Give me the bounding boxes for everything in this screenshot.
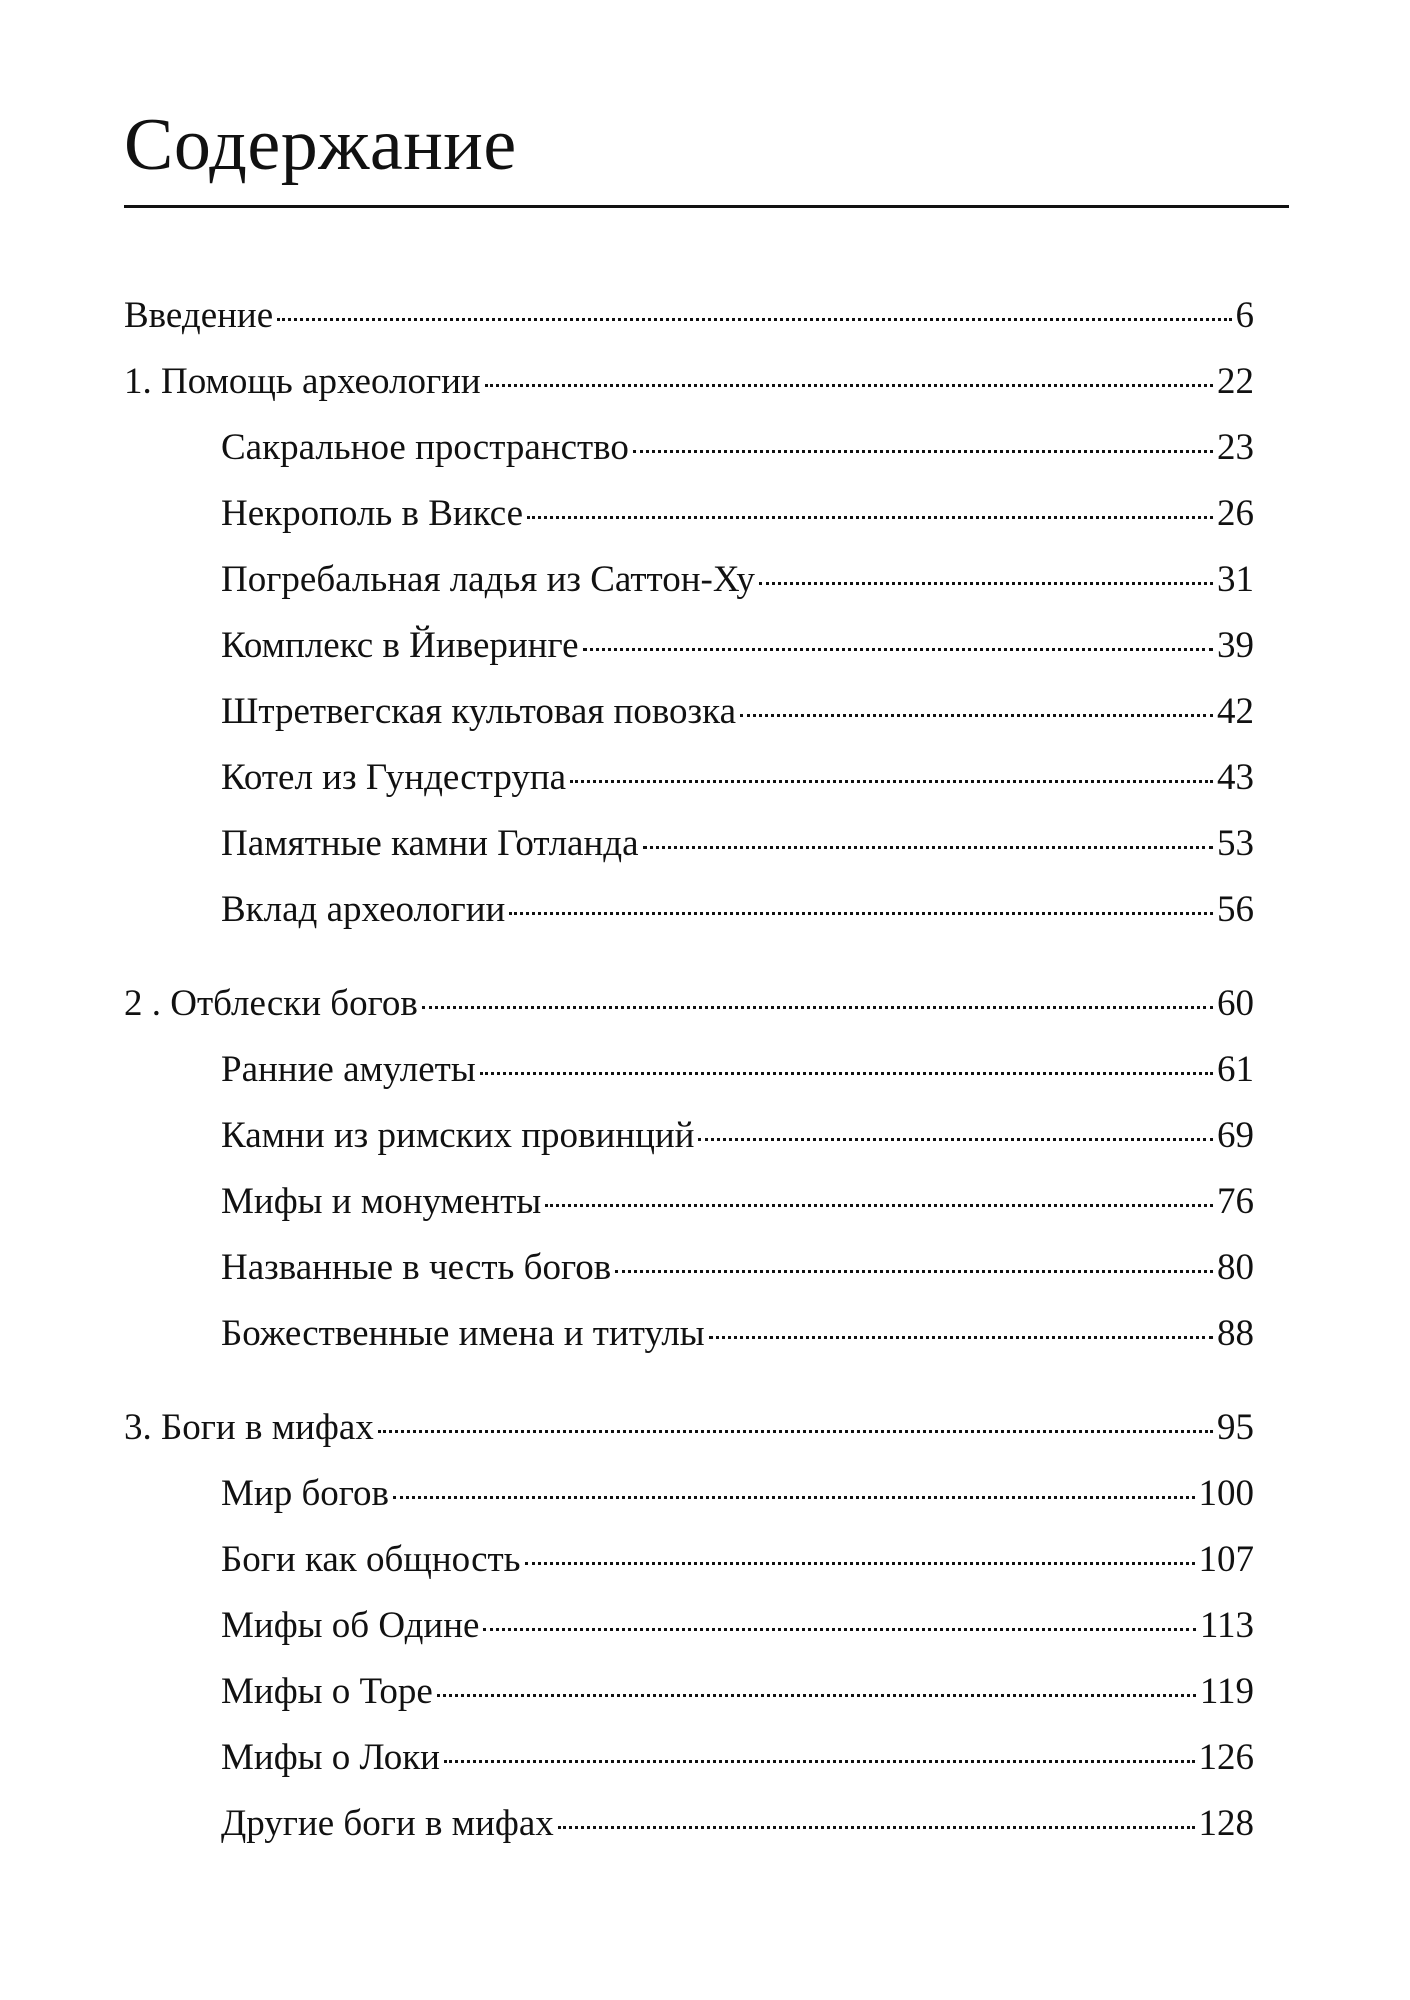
toc-section-entry[interactable]: [221, 1536, 1254, 1584]
toc-entry-title: Мир богов: [221, 1473, 389, 1514]
dot-leader: [485, 384, 1213, 387]
dot-leader: [527, 516, 1213, 519]
toc-section-entry[interactable]: [221, 1800, 1254, 1848]
toc-page-number: 23: [1217, 427, 1254, 468]
dot-leader: [698, 1138, 1213, 1141]
toc-page-number: 43: [1217, 757, 1254, 798]
toc-section-entry[interactable]: [221, 1602, 1254, 1650]
dot-leader: [759, 582, 1213, 585]
toc-entry-title: Комплекс в Йиверинге: [221, 625, 579, 666]
toc-entry-title: Мифы об Одине: [221, 1605, 480, 1646]
toc-chapter-entry[interactable]: [124, 980, 1254, 1028]
toc-page-number: 6: [1235, 295, 1254, 336]
toc-page-number: 22: [1217, 361, 1254, 402]
toc-page-number: 113: [1199, 1605, 1254, 1646]
toc-page-number: 88: [1217, 1313, 1254, 1354]
toc-section-entry[interactable]: [221, 1244, 1254, 1292]
toc-section-entry[interactable]: [221, 490, 1254, 538]
toc-entry-title: Божественные имена и титулы: [221, 1313, 705, 1354]
dot-leader: [277, 318, 1231, 321]
dot-leader: [483, 1628, 1195, 1631]
toc-section-entry[interactable]: [221, 1112, 1254, 1160]
dot-leader: [444, 1760, 1195, 1763]
toc-entry-title: Ранние амулеты: [221, 1049, 476, 1090]
toc-page-number: 100: [1198, 1473, 1254, 1514]
dot-leader: [525, 1562, 1195, 1565]
toc-entry-title: Вклад археологии: [221, 889, 506, 930]
toc-entry-title: 1. Помощь археологии: [124, 361, 481, 402]
toc-section-entry[interactable]: [221, 424, 1254, 472]
dot-leader: [633, 450, 1213, 453]
toc-page-number: 107: [1198, 1539, 1254, 1580]
toc-section-entry[interactable]: [221, 820, 1254, 868]
toc-page-number: 53: [1217, 823, 1254, 864]
toc-entry-title: Камни из римских провинций: [221, 1115, 695, 1156]
toc-entry-title: 3. Боги в мифах: [124, 1407, 374, 1448]
dot-leader: [570, 780, 1213, 783]
toc-page-number: 56: [1217, 889, 1254, 930]
toc-entry-title: Мифы о Торе: [221, 1671, 433, 1712]
toc-section-entry[interactable]: [221, 886, 1254, 934]
toc-section-entry[interactable]: [221, 622, 1254, 670]
dot-leader: [545, 1204, 1213, 1207]
toc-section-entry[interactable]: [221, 1734, 1254, 1782]
toc-page-number: 61: [1217, 1049, 1254, 1090]
toc-page-number: 76: [1217, 1181, 1254, 1222]
toc-entry-title: Некрополь в Виксе: [221, 493, 524, 534]
toc-section-entry[interactable]: [221, 1310, 1254, 1358]
toc-section-entry[interactable]: [221, 688, 1254, 736]
toc-page-number: 26: [1217, 493, 1254, 534]
toc-page-number: 39: [1217, 625, 1254, 666]
toc-page-number: 69: [1217, 1115, 1254, 1156]
page-title: Содержание: [124, 104, 517, 186]
toc-section-entry[interactable]: [221, 754, 1254, 802]
toc-page-number: 119: [1199, 1671, 1254, 1712]
toc-entry-title: Погребальная ладья из Саттон-Ху: [221, 559, 755, 600]
toc-entry-title: Котел из Гундеструпа: [221, 757, 567, 798]
toc-entry-title: Другие боги в мифах: [221, 1803, 554, 1844]
toc-entry-title: Штретвегская культовая повозка: [221, 691, 737, 732]
toc-entry-title: Мифы и монументы: [221, 1181, 542, 1222]
dot-leader: [643, 846, 1213, 849]
toc-page-number: 95: [1217, 1407, 1254, 1448]
toc-section-entry[interactable]: [221, 1046, 1254, 1094]
toc-page-number: 60: [1217, 983, 1254, 1024]
dot-leader: [709, 1336, 1213, 1339]
toc-section-entry[interactable]: [221, 1178, 1254, 1226]
toc-page-number: 80: [1217, 1247, 1254, 1288]
toc-chapter-entry[interactable]: [124, 358, 1254, 406]
dot-leader: [393, 1496, 1195, 1499]
toc-chapter-entry[interactable]: [124, 292, 1254, 340]
toc-section-entry[interactable]: [221, 1668, 1254, 1716]
toc-chapter-entry[interactable]: [124, 1404, 1254, 1452]
toc-entry-title: 2 . Отблески богов: [124, 983, 418, 1024]
toc-page-number: 31: [1217, 559, 1254, 600]
dot-leader: [422, 1006, 1213, 1009]
dot-leader: [615, 1270, 1213, 1273]
dot-leader: [583, 648, 1213, 651]
toc-entry-title: Мифы о Локи: [221, 1737, 440, 1778]
toc-entry-title: Введение: [124, 295, 274, 336]
dot-leader: [480, 1072, 1213, 1075]
toc-section-entry[interactable]: [221, 556, 1254, 604]
dot-leader: [740, 714, 1213, 717]
dot-leader: [509, 912, 1213, 915]
toc-page-number: 128: [1198, 1803, 1254, 1844]
toc-entry-title: Боги как общность: [221, 1539, 521, 1580]
dot-leader: [437, 1694, 1196, 1697]
toc-page-number: 126: [1198, 1737, 1254, 1778]
toc-section-entry[interactable]: [221, 1470, 1254, 1518]
dot-leader: [378, 1430, 1213, 1433]
toc-page-number: 42: [1217, 691, 1254, 732]
dot-leader: [558, 1826, 1195, 1829]
toc-entry-title: Сакральное пространство: [221, 427, 629, 468]
toc-entry-title: Названные в честь богов: [221, 1247, 612, 1288]
toc-entry-title: Памятные камни Готланда: [221, 823, 639, 864]
